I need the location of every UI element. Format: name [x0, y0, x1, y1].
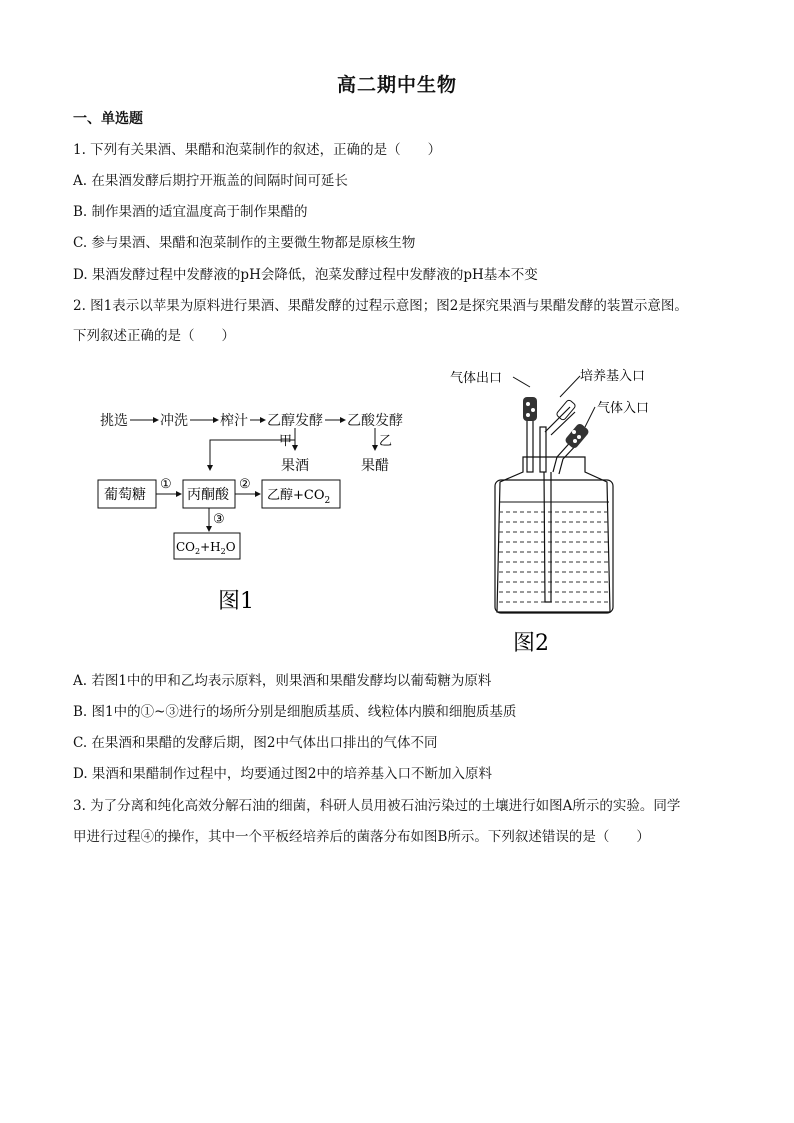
label-medium-inlet: 培养基入口 — [580, 369, 646, 384]
flow-step-ethanol-ferment: 乙醇发酵 — [267, 413, 323, 429]
flow-step-juice: 榨汁 — [220, 413, 248, 429]
step-2-label: ② — [239, 477, 251, 492]
label-fruit-vinegar: 果醋 — [361, 458, 389, 474]
figure-1-diagram — [95, 395, 425, 625]
label-jia: 甲 — [279, 434, 293, 449]
q1-option-d: D. 果酒发酵过程中发酵液的pH会降低，泡菜发酵过程中发酵液的pH基本不变 — [73, 267, 538, 283]
label-gas-inlet: 气体入口 — [597, 401, 650, 416]
q2-option-b: B. 图1中的①~③进行的场所分别是细胞质基质、线粒体内膜和细胞质基质 — [73, 704, 517, 720]
box-glucose: 葡萄糖 — [104, 487, 146, 503]
q1-option-c: C. 参与果酒、果醋和泡菜制作的主要微生物都是原核生物 — [73, 235, 416, 251]
box-ethanol-co2: 乙醇$+CO_2$ — [267, 488, 331, 506]
section-heading: 一、单选题 — [73, 111, 143, 127]
q1-option-a: A. 在果酒发酵后期拧开瓶盖的间隔时间可延长 — [73, 173, 348, 189]
flow-step-select: 挑选 — [100, 413, 128, 429]
q2-stem-line2: 下列叙述正确的是（ ） — [73, 328, 235, 344]
q2-option-d: D. 果酒和果醋制作过程中，均要通过图2中的培养基入口不断加入原料 — [73, 766, 493, 782]
box-co2-h2o: $CO_2+H_2O$ — [176, 540, 236, 556]
flow-step-rinse: 冲洗 — [160, 413, 188, 429]
flow-step-acetic-ferment: 乙酸发酵 — [347, 413, 403, 429]
q2-option-a: A. 若图1中的甲和乙均表示原料，则果酒和果醋发酵均以葡萄糖为原料 — [73, 673, 492, 689]
q2-option-c: C. 在果酒和果醋的发酵后期，图2中气体出口排出的气体不同 — [73, 735, 438, 751]
q1-option-b: B. 制作果酒的适宜温度高于制作果醋的 — [73, 204, 308, 220]
q2-stem-line1: 2. 图1表示以苹果为原料进行果酒、果醋发酵的过程示意图；图2是探究果酒与果醋发酵的装置示意图。 — [73, 298, 688, 314]
q3-stem-line1: 3. 为了分离和纯化高效分解石油的细菌，科研人员用被石油污染过的土壤进行如图A所示的实验。同学 — [73, 798, 681, 814]
step-1-label: ① — [160, 477, 172, 492]
label-fruit-wine: 果酒 — [281, 458, 309, 474]
page-title: 高二期中生物 — [336, 74, 457, 96]
box-pyruvate: 丙酮酸 — [187, 487, 229, 503]
q1-stem: 1. 下列有关果酒、果醋和泡菜制作的叙述，正确的是（ ） — [73, 142, 442, 158]
label-yi: 乙 — [379, 434, 393, 449]
figure-1-caption: 图1 — [218, 589, 254, 614]
figure-2-caption: 图2 — [513, 631, 549, 656]
label-gas-outlet: 气体出口 — [450, 371, 503, 386]
figure-2-apparatus — [445, 362, 675, 662]
step-3-label: ③ — [213, 512, 225, 527]
q3-stem-line2: 甲进行过程④的操作，其中一个平板经培养后的菌落分布如图B所示。下列叙述错误的是（ ） — [73, 829, 650, 845]
